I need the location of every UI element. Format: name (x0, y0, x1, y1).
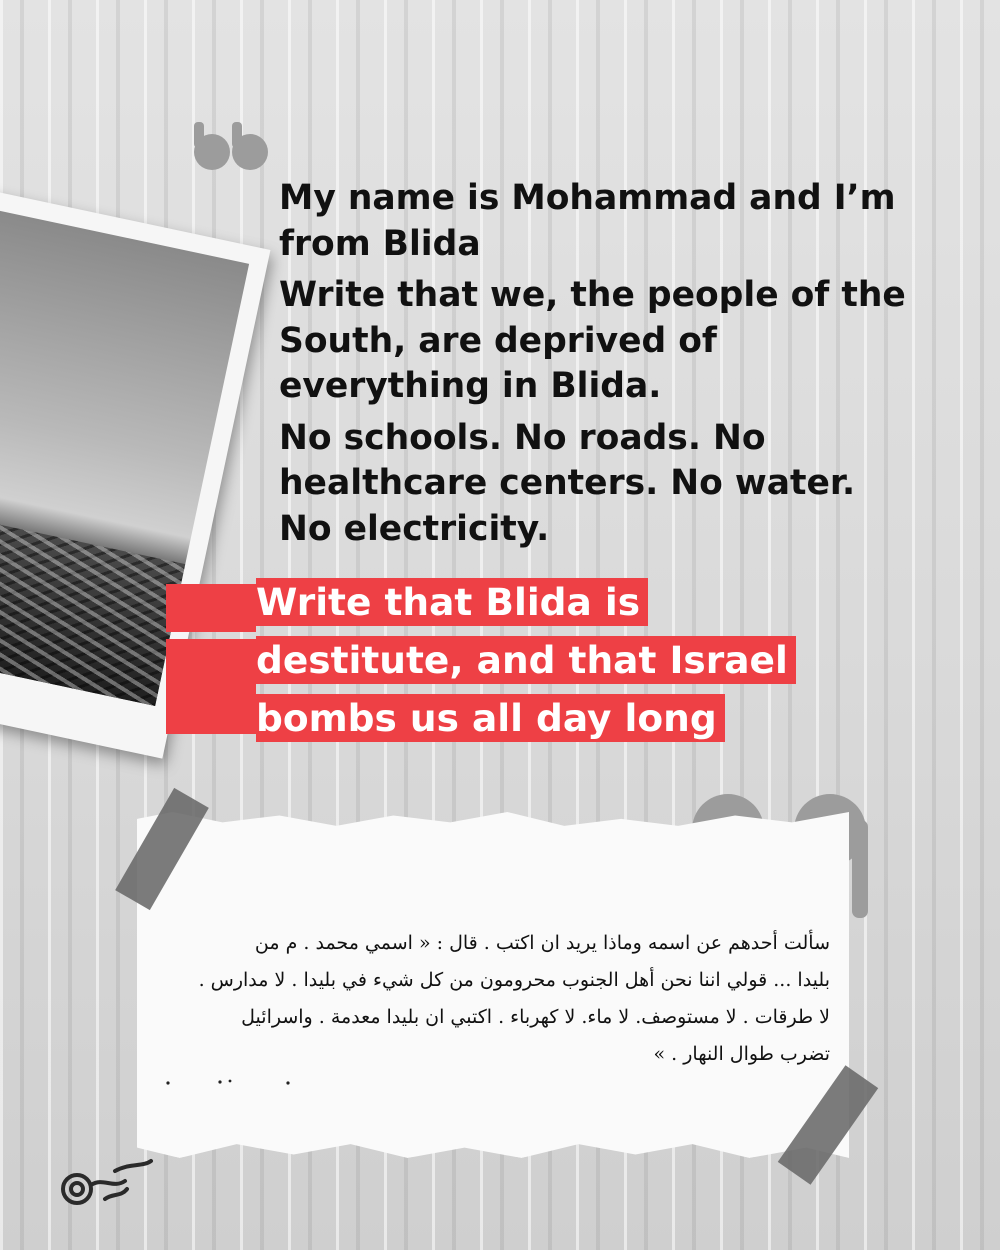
clipping-line: تضرب طوال النهار . » (653, 1043, 830, 1065)
clipping-line: لا طرقات . لا مستوصف. لا ماء. لا كهرباء . اكتبي ان بليدا معدمة . واسرائيل (241, 1006, 830, 1028)
clipping-dots (160, 1078, 330, 1086)
clipping-text (150, 925, 830, 1073)
highlight-statement (256, 575, 896, 749)
open-quote-icon (192, 120, 270, 172)
highlight-line: destitute, and that Israel (256, 636, 796, 684)
quote-paragraph: My name is Mohammad and I’m from Blida (279, 178, 896, 264)
clipping-line: سألت أحدهم عن اسمه وماذا يريد ان اكتب . قال : « اسمي محمد . م من (254, 932, 830, 954)
highlight-band (166, 686, 256, 734)
quote-paragraph: Write that we, the people of the South, are deprived of everything in Blida. (279, 275, 906, 406)
highlight-band (166, 639, 256, 687)
quote-paragraph: No schools. No roads. No healthcare centers. No water. No electricity. (279, 417, 856, 549)
clipping-line: بليدا ... قولي اننا نحن أهل الجنوب محرومون من كل شيء في بليدا . لا مدارس . (198, 969, 830, 991)
highlight-line: bombs us all day long (256, 694, 725, 742)
highlight-band (166, 584, 256, 632)
al-mayadeen-logo (55, 1155, 155, 1215)
quote-text (279, 176, 919, 558)
photo-town (0, 503, 185, 706)
highlight-line: Write that Blida is (256, 578, 648, 626)
